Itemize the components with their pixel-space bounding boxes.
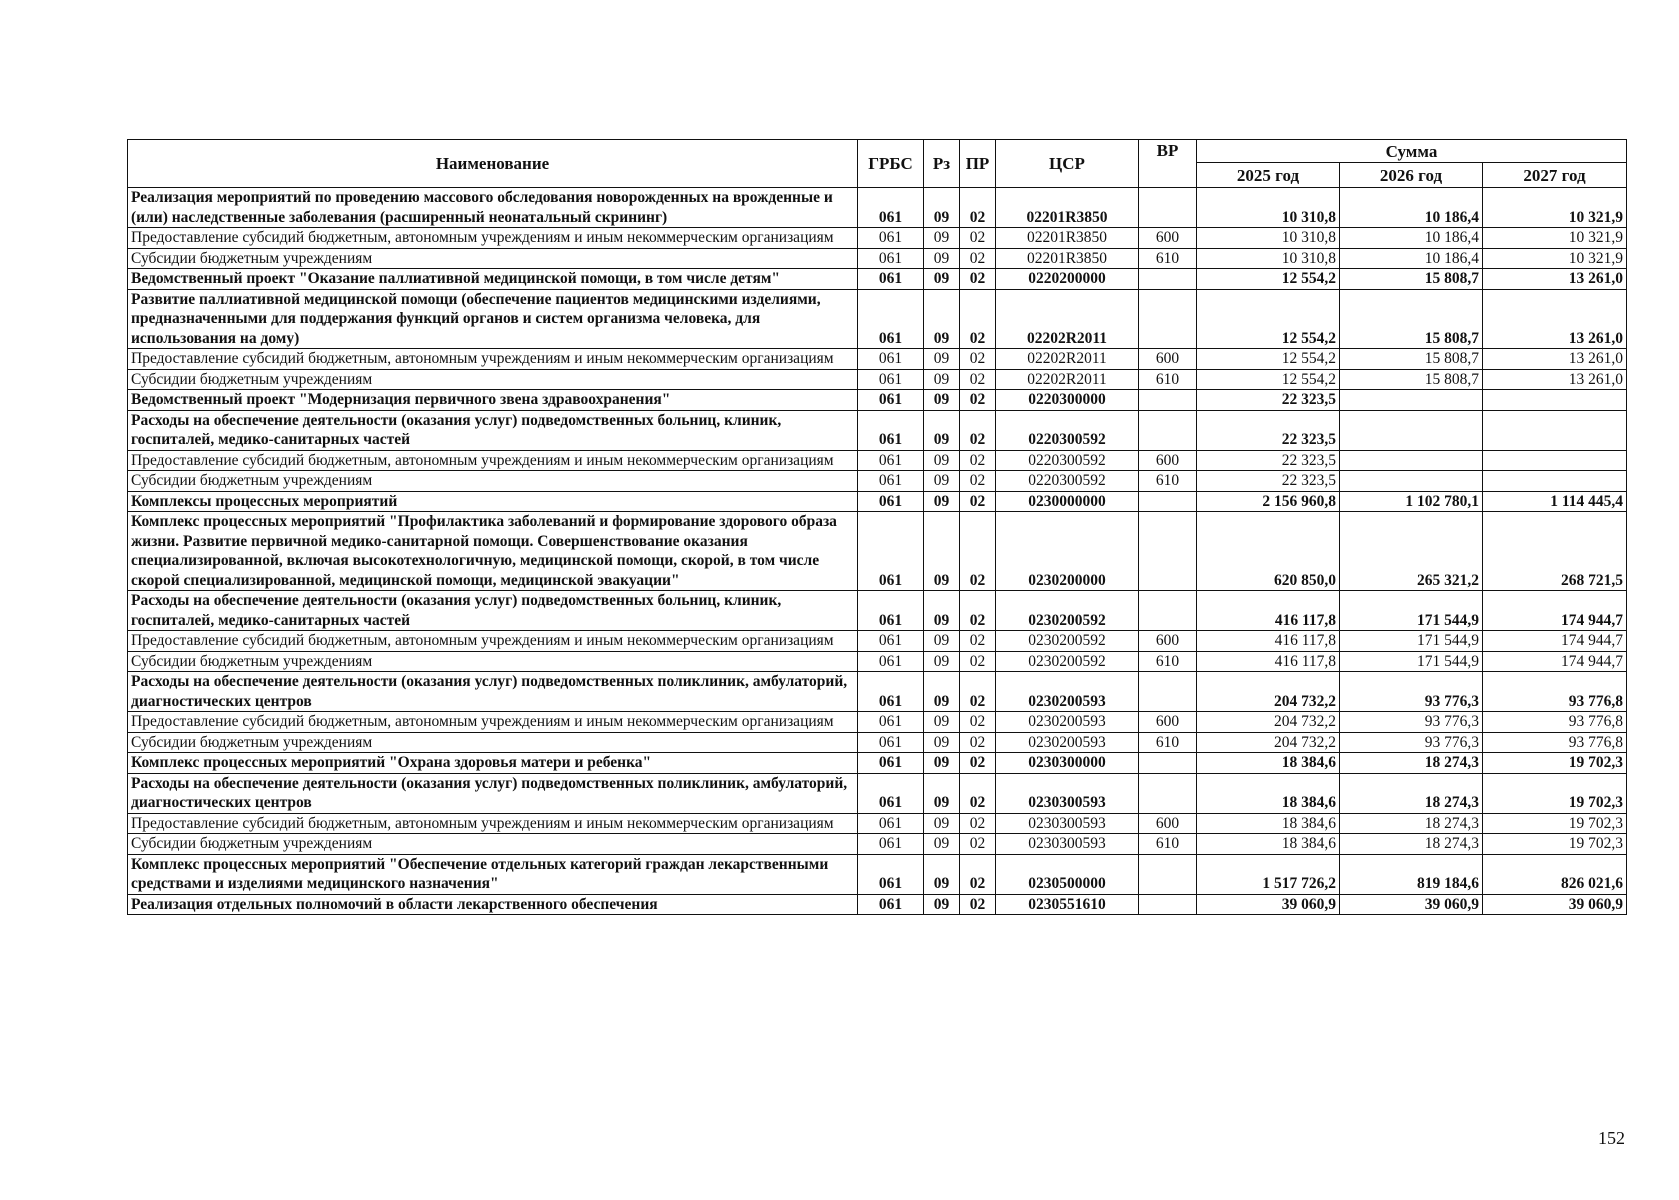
table-row bbox=[128, 410, 1627, 450]
row-sum-2027: 826 021,6 bbox=[1483, 854, 1627, 894]
row-rz: 09 bbox=[924, 390, 960, 411]
row-grbs: 061 bbox=[858, 248, 924, 269]
row-rz: 09 bbox=[924, 369, 960, 390]
table-row bbox=[128, 651, 1627, 672]
table-row bbox=[128, 712, 1627, 733]
row-sum-2025: 416 117,8 bbox=[1197, 591, 1340, 631]
row-grbs: 061 bbox=[858, 712, 924, 733]
row-vr bbox=[1139, 672, 1197, 712]
row-grbs: 061 bbox=[858, 188, 924, 228]
row-csr: 0230200593 bbox=[996, 672, 1139, 712]
row-sum-2027: 174 944,7 bbox=[1483, 631, 1627, 652]
table-row bbox=[128, 512, 1627, 591]
row-pr: 02 bbox=[960, 813, 996, 834]
row-csr: 0230200593 bbox=[996, 732, 1139, 753]
row-sum-2027: 10 321,9 bbox=[1483, 248, 1627, 269]
row-pr: 02 bbox=[960, 248, 996, 269]
row-name: Субсидии бюджетным учреждениям bbox=[128, 834, 858, 855]
row-csr: 0230200592 bbox=[996, 651, 1139, 672]
row-csr: 02202R2011 bbox=[996, 369, 1139, 390]
row-sum-2026: 1 102 780,1 bbox=[1340, 491, 1483, 512]
row-pr: 02 bbox=[960, 672, 996, 712]
row-csr: 0220300000 bbox=[996, 390, 1139, 411]
table-row bbox=[128, 369, 1627, 390]
row-csr: 0230551610 bbox=[996, 894, 1139, 915]
row-vr: 600 bbox=[1139, 712, 1197, 733]
row-name: Предоставление субсидий бюджетным, автономным учреждениям и иным некоммерческим организациям bbox=[128, 228, 858, 249]
table-row bbox=[128, 732, 1627, 753]
row-rz: 09 bbox=[924, 491, 960, 512]
row-name: Развитие паллиативной медицинской помощи (обеспечение пациентов медицинскими изделиями, предназначенными для поддержания функций органов и систем организма человека, для использования на дому) bbox=[128, 289, 858, 349]
row-sum-2027: 10 321,9 bbox=[1483, 188, 1627, 228]
table-row bbox=[128, 188, 1627, 228]
row-grbs: 061 bbox=[858, 732, 924, 753]
row-vr: 610 bbox=[1139, 732, 1197, 753]
row-sum-2025: 416 117,8 bbox=[1197, 651, 1340, 672]
row-sum-2025: 620 850,0 bbox=[1197, 512, 1340, 591]
row-sum-2026: 18 274,3 bbox=[1340, 813, 1483, 834]
row-pr: 02 bbox=[960, 269, 996, 290]
row-csr: 0230500000 bbox=[996, 854, 1139, 894]
row-sum-2027: 174 944,7 bbox=[1483, 591, 1627, 631]
row-grbs: 061 bbox=[858, 390, 924, 411]
table-row bbox=[128, 228, 1627, 249]
row-sum-2025: 22 323,5 bbox=[1197, 471, 1340, 492]
row-vr bbox=[1139, 773, 1197, 813]
row-name: Субсидии бюджетным учреждениям bbox=[128, 471, 858, 492]
row-sum-2027: 1 114 445,4 bbox=[1483, 491, 1627, 512]
row-pr: 02 bbox=[960, 188, 996, 228]
row-sum-2027: 93 776,8 bbox=[1483, 732, 1627, 753]
row-rz: 09 bbox=[924, 672, 960, 712]
row-name: Ведомственный проект "Оказание паллиативной медицинской помощи, в том числе детям" bbox=[128, 269, 858, 290]
row-rz: 09 bbox=[924, 512, 960, 591]
row-sum-2026 bbox=[1340, 410, 1483, 450]
row-csr: 02201R3850 bbox=[996, 248, 1139, 269]
row-sum-2027: 13 261,0 bbox=[1483, 369, 1627, 390]
row-sum-2026: 18 274,3 bbox=[1340, 753, 1483, 774]
row-sum-2025: 18 384,6 bbox=[1197, 813, 1340, 834]
row-sum-2025: 204 732,2 bbox=[1197, 732, 1340, 753]
row-grbs: 061 bbox=[858, 773, 924, 813]
row-pr: 02 bbox=[960, 894, 996, 915]
row-sum-2026: 15 808,7 bbox=[1340, 269, 1483, 290]
row-rz: 09 bbox=[924, 248, 960, 269]
header-csr: ЦСР bbox=[996, 140, 1139, 188]
row-grbs: 061 bbox=[858, 228, 924, 249]
row-sum-2025: 416 117,8 bbox=[1197, 631, 1340, 652]
table-row bbox=[128, 813, 1627, 834]
row-sum-2026 bbox=[1340, 450, 1483, 471]
row-name: Расходы на обеспечение деятельности (оказания услуг) подведомственных поликлиник, амбулаторий, диагностических центров bbox=[128, 672, 858, 712]
row-sum-2025: 10 310,8 bbox=[1197, 188, 1340, 228]
row-sum-2026: 171 544,9 bbox=[1340, 591, 1483, 631]
row-pr: 02 bbox=[960, 369, 996, 390]
table-row bbox=[128, 631, 1627, 652]
row-name: Предоставление субсидий бюджетным, автономным учреждениям и иным некоммерческим организациям bbox=[128, 631, 858, 652]
header-sum: Сумма bbox=[1197, 140, 1627, 163]
row-grbs: 061 bbox=[858, 894, 924, 915]
row-rz: 09 bbox=[924, 269, 960, 290]
row-vr: 600 bbox=[1139, 631, 1197, 652]
row-sum-2026: 93 776,3 bbox=[1340, 672, 1483, 712]
row-name: Предоставление субсидий бюджетным, автономным учреждениям и иным некоммерческим организациям bbox=[128, 450, 858, 471]
row-vr bbox=[1139, 753, 1197, 774]
table-row bbox=[128, 248, 1627, 269]
row-sum-2026 bbox=[1340, 471, 1483, 492]
row-sum-2027: 13 261,0 bbox=[1483, 349, 1627, 370]
row-csr: 0230200592 bbox=[996, 631, 1139, 652]
row-pr: 02 bbox=[960, 651, 996, 672]
row-sum-2026: 93 776,3 bbox=[1340, 712, 1483, 733]
row-csr: 0230000000 bbox=[996, 491, 1139, 512]
row-sum-2027: 39 060,9 bbox=[1483, 894, 1627, 915]
row-pr: 02 bbox=[960, 854, 996, 894]
row-sum-2026: 18 274,3 bbox=[1340, 834, 1483, 855]
row-grbs: 061 bbox=[858, 813, 924, 834]
row-sum-2027 bbox=[1483, 450, 1627, 471]
table-row bbox=[128, 591, 1627, 631]
row-sum-2025: 10 310,8 bbox=[1197, 228, 1340, 249]
row-vr: 610 bbox=[1139, 369, 1197, 390]
row-sum-2027: 93 776,8 bbox=[1483, 672, 1627, 712]
budget-table bbox=[127, 139, 1627, 915]
row-csr: 0220300592 bbox=[996, 450, 1139, 471]
row-sum-2026: 39 060,9 bbox=[1340, 894, 1483, 915]
row-rz: 09 bbox=[924, 188, 960, 228]
row-name: Реализация мероприятий по проведению массового обследования новорожденных на врожденные и (или) наследственные заболевания (расширенный неонатальный скрининг) bbox=[128, 188, 858, 228]
table-row bbox=[128, 894, 1627, 915]
row-grbs: 061 bbox=[858, 410, 924, 450]
row-csr: 02202R2011 bbox=[996, 349, 1139, 370]
table-body bbox=[128, 188, 1627, 915]
row-vr bbox=[1139, 512, 1197, 591]
row-vr: 600 bbox=[1139, 813, 1197, 834]
row-name: Комплекс процессных мероприятий "Профилактика заболеваний и формирование здорового образа жизни. Развитие первичной медико-санитарной помощи. Совершенствование оказания специализированной, включая высокотехнологичную, медицинской помощи, скорой, в том числе скорой специализированной, медицинской помощи, медицинской эвакуации" bbox=[128, 512, 858, 591]
row-vr: 610 bbox=[1139, 471, 1197, 492]
row-sum-2025: 12 554,2 bbox=[1197, 289, 1340, 349]
row-sum-2026: 171 544,9 bbox=[1340, 651, 1483, 672]
table-row bbox=[128, 349, 1627, 370]
row-grbs: 061 bbox=[858, 651, 924, 672]
header-year-2026: 2026 год bbox=[1340, 163, 1483, 188]
row-name: Предоставление субсидий бюджетным, автономным учреждениям и иным некоммерческим организациям bbox=[128, 349, 858, 370]
row-vr bbox=[1139, 269, 1197, 290]
row-rz: 09 bbox=[924, 450, 960, 471]
row-vr: 610 bbox=[1139, 248, 1197, 269]
row-vr: 600 bbox=[1139, 349, 1197, 370]
row-vr: 610 bbox=[1139, 651, 1197, 672]
header-rz: Рз bbox=[924, 140, 960, 188]
row-pr: 02 bbox=[960, 349, 996, 370]
table-row bbox=[128, 773, 1627, 813]
row-vr bbox=[1139, 410, 1197, 450]
row-sum-2026: 18 274,3 bbox=[1340, 773, 1483, 813]
row-sum-2026: 10 186,4 bbox=[1340, 188, 1483, 228]
row-grbs: 061 bbox=[858, 512, 924, 591]
row-sum-2027: 10 321,9 bbox=[1483, 228, 1627, 249]
row-pr: 02 bbox=[960, 773, 996, 813]
row-rz: 09 bbox=[924, 753, 960, 774]
row-sum-2026: 15 808,7 bbox=[1340, 289, 1483, 349]
row-name: Расходы на обеспечение деятельности (оказания услуг) подведомственных больниц, клиник, госпиталей, медико-санитарных частей bbox=[128, 410, 858, 450]
row-rz: 09 bbox=[924, 854, 960, 894]
row-sum-2026: 265 321,2 bbox=[1340, 512, 1483, 591]
header-pr: ПР bbox=[960, 140, 996, 188]
row-grbs: 061 bbox=[858, 369, 924, 390]
row-grbs: 061 bbox=[858, 834, 924, 855]
row-vr: 600 bbox=[1139, 228, 1197, 249]
row-csr: 0220200000 bbox=[996, 269, 1139, 290]
row-sum-2027: 19 702,3 bbox=[1483, 753, 1627, 774]
row-grbs: 061 bbox=[858, 753, 924, 774]
row-grbs: 061 bbox=[858, 349, 924, 370]
row-sum-2026: 15 808,7 bbox=[1340, 369, 1483, 390]
row-grbs: 061 bbox=[858, 491, 924, 512]
row-name: Расходы на обеспечение деятельности (оказания услуг) подведомственных поликлиник, амбулаторий, диагностических центров bbox=[128, 773, 858, 813]
row-rz: 09 bbox=[924, 289, 960, 349]
row-pr: 02 bbox=[960, 390, 996, 411]
header-grbs: ГРБС bbox=[858, 140, 924, 188]
row-sum-2025: 10 310,8 bbox=[1197, 248, 1340, 269]
page-number: 152 bbox=[1598, 1128, 1625, 1148]
table-row bbox=[128, 390, 1627, 411]
row-pr: 02 bbox=[960, 732, 996, 753]
row-name: Реализация отдельных полномочий в области лекарственного обеспечения bbox=[128, 894, 858, 915]
row-name: Субсидии бюджетным учреждениям bbox=[128, 651, 858, 672]
row-rz: 09 bbox=[924, 894, 960, 915]
row-sum-2025: 22 323,5 bbox=[1197, 410, 1340, 450]
row-sum-2026: 819 184,6 bbox=[1340, 854, 1483, 894]
row-pr: 02 bbox=[960, 631, 996, 652]
row-name: Предоставление субсидий бюджетным, автономным учреждениям и иным некоммерческим организациям bbox=[128, 712, 858, 733]
row-name: Ведомственный проект "Модернизация первичного звена здравоохранения" bbox=[128, 390, 858, 411]
row-sum-2027 bbox=[1483, 471, 1627, 492]
row-rz: 09 bbox=[924, 228, 960, 249]
row-csr: 0230300593 bbox=[996, 834, 1139, 855]
row-sum-2026: 10 186,4 bbox=[1340, 248, 1483, 269]
row-sum-2027: 19 702,3 bbox=[1483, 834, 1627, 855]
table-row bbox=[128, 834, 1627, 855]
row-rz: 09 bbox=[924, 631, 960, 652]
row-vr bbox=[1139, 188, 1197, 228]
row-rz: 09 bbox=[924, 773, 960, 813]
row-csr: 0230300593 bbox=[996, 773, 1139, 813]
row-pr: 02 bbox=[960, 512, 996, 591]
row-csr: 0230200592 bbox=[996, 591, 1139, 631]
row-rz: 09 bbox=[924, 471, 960, 492]
row-vr bbox=[1139, 491, 1197, 512]
table-row bbox=[128, 854, 1627, 894]
row-grbs: 061 bbox=[858, 289, 924, 349]
header-vr: ВР bbox=[1139, 140, 1197, 188]
header-name: Наименование bbox=[128, 140, 858, 188]
row-name: Комплексы процессных мероприятий bbox=[128, 491, 858, 512]
row-pr: 02 bbox=[960, 289, 996, 349]
row-rz: 09 bbox=[924, 591, 960, 631]
row-csr: 0230200593 bbox=[996, 712, 1139, 733]
row-sum-2025: 18 384,6 bbox=[1197, 834, 1340, 855]
row-sum-2025: 1 517 726,2 bbox=[1197, 854, 1340, 894]
row-sum-2027: 13 261,0 bbox=[1483, 289, 1627, 349]
row-grbs: 061 bbox=[858, 450, 924, 471]
row-sum-2026: 171 544,9 bbox=[1340, 631, 1483, 652]
row-csr: 02202R2011 bbox=[996, 289, 1139, 349]
row-pr: 02 bbox=[960, 834, 996, 855]
row-csr: 0220300592 bbox=[996, 410, 1139, 450]
row-vr bbox=[1139, 390, 1197, 411]
row-sum-2025: 204 732,2 bbox=[1197, 712, 1340, 733]
row-sum-2025: 18 384,6 bbox=[1197, 753, 1340, 774]
row-pr: 02 bbox=[960, 410, 996, 450]
row-rz: 09 bbox=[924, 712, 960, 733]
row-sum-2027: 19 702,3 bbox=[1483, 813, 1627, 834]
row-vr bbox=[1139, 854, 1197, 894]
row-rz: 09 bbox=[924, 813, 960, 834]
row-sum-2026: 93 776,3 bbox=[1340, 732, 1483, 753]
row-csr: 02201R3850 bbox=[996, 188, 1139, 228]
row-vr: 610 bbox=[1139, 834, 1197, 855]
row-sum-2025: 22 323,5 bbox=[1197, 390, 1340, 411]
row-sum-2027: 19 702,3 bbox=[1483, 773, 1627, 813]
row-pr: 02 bbox=[960, 471, 996, 492]
row-pr: 02 bbox=[960, 491, 996, 512]
row-sum-2026: 10 186,4 bbox=[1340, 228, 1483, 249]
row-sum-2027 bbox=[1483, 410, 1627, 450]
table-row bbox=[128, 753, 1627, 774]
table-row bbox=[128, 491, 1627, 512]
row-name: Субсидии бюджетным учреждениям bbox=[128, 369, 858, 390]
row-name: Предоставление субсидий бюджетным, автономным учреждениям и иным некоммерческим организациям bbox=[128, 813, 858, 834]
row-pr: 02 bbox=[960, 450, 996, 471]
table-row bbox=[128, 289, 1627, 349]
row-grbs: 061 bbox=[858, 471, 924, 492]
row-csr: 0230200000 bbox=[996, 512, 1139, 591]
row-sum-2027 bbox=[1483, 390, 1627, 411]
row-csr: 02201R3850 bbox=[996, 228, 1139, 249]
table-row bbox=[128, 450, 1627, 471]
row-pr: 02 bbox=[960, 228, 996, 249]
row-sum-2025: 12 554,2 bbox=[1197, 269, 1340, 290]
row-pr: 02 bbox=[960, 712, 996, 733]
row-name: Комплекс процессных мероприятий "Охрана здоровья матери и ребенка" bbox=[128, 753, 858, 774]
header-row-top bbox=[128, 140, 1627, 163]
row-name: Расходы на обеспечение деятельности (оказания услуг) подведомственных больниц, клиник, госпиталей, медико-санитарных частей bbox=[128, 591, 858, 631]
row-name: Комплекс процессных мероприятий "Обеспечение отдельных категорий граждан лекарственными средствами и изделиями медицинского назначения" bbox=[128, 854, 858, 894]
row-csr: 0230300000 bbox=[996, 753, 1139, 774]
table-row bbox=[128, 471, 1627, 492]
row-grbs: 061 bbox=[858, 631, 924, 652]
row-sum-2025: 22 323,5 bbox=[1197, 450, 1340, 471]
row-sum-2026: 15 808,7 bbox=[1340, 349, 1483, 370]
table-row bbox=[128, 672, 1627, 712]
row-sum-2027: 13 261,0 bbox=[1483, 269, 1627, 290]
row-grbs: 061 bbox=[858, 854, 924, 894]
row-rz: 09 bbox=[924, 834, 960, 855]
row-csr: 0220300592 bbox=[996, 471, 1139, 492]
header-year-2027: 2027 год bbox=[1483, 163, 1627, 188]
row-csr: 0230300593 bbox=[996, 813, 1139, 834]
row-sum-2027: 174 944,7 bbox=[1483, 651, 1627, 672]
row-sum-2025: 39 060,9 bbox=[1197, 894, 1340, 915]
row-sum-2025: 12 554,2 bbox=[1197, 369, 1340, 390]
row-pr: 02 bbox=[960, 591, 996, 631]
row-vr bbox=[1139, 289, 1197, 349]
row-vr bbox=[1139, 894, 1197, 915]
row-rz: 09 bbox=[924, 651, 960, 672]
row-sum-2025: 2 156 960,8 bbox=[1197, 491, 1340, 512]
row-grbs: 061 bbox=[858, 591, 924, 631]
row-rz: 09 bbox=[924, 732, 960, 753]
row-rz: 09 bbox=[924, 349, 960, 370]
row-pr: 02 bbox=[960, 753, 996, 774]
row-rz: 09 bbox=[924, 410, 960, 450]
row-sum-2027: 93 776,8 bbox=[1483, 712, 1627, 733]
row-sum-2025: 18 384,6 bbox=[1197, 773, 1340, 813]
row-sum-2026 bbox=[1340, 390, 1483, 411]
table-row bbox=[128, 269, 1627, 290]
row-grbs: 061 bbox=[858, 672, 924, 712]
row-grbs: 061 bbox=[858, 269, 924, 290]
row-sum-2027: 268 721,5 bbox=[1483, 512, 1627, 591]
row-name: Субсидии бюджетным учреждениям bbox=[128, 248, 858, 269]
row-sum-2025: 204 732,2 bbox=[1197, 672, 1340, 712]
row-name: Субсидии бюджетным учреждениям bbox=[128, 732, 858, 753]
row-vr bbox=[1139, 591, 1197, 631]
row-vr: 600 bbox=[1139, 450, 1197, 471]
row-sum-2025: 12 554,2 bbox=[1197, 349, 1340, 370]
header-year-2025: 2025 год bbox=[1197, 163, 1340, 188]
